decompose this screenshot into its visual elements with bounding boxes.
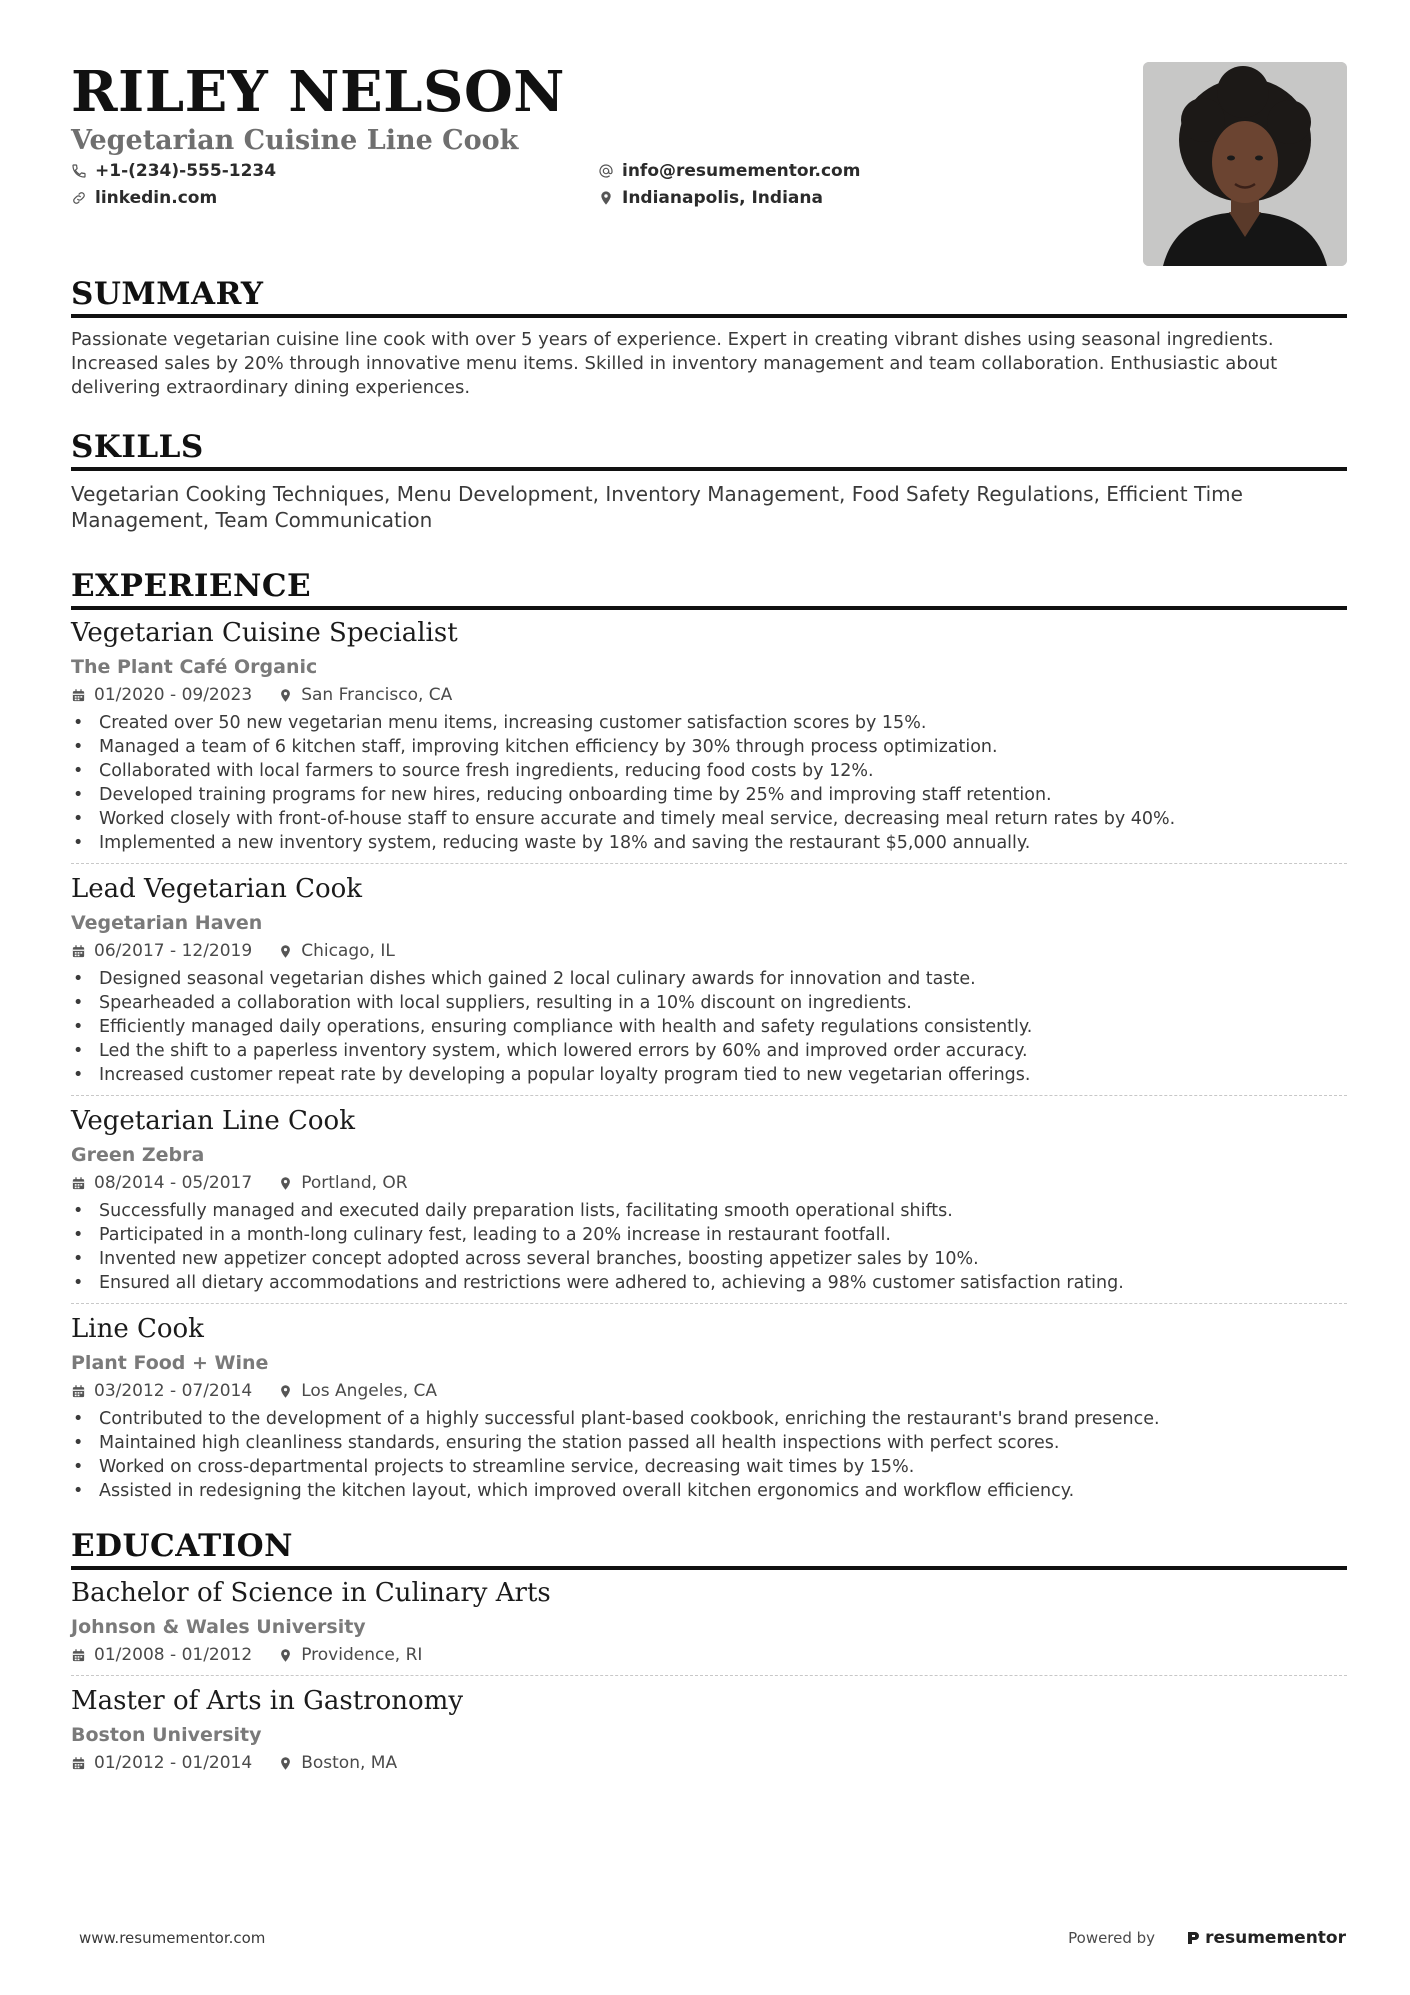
section-divider [71,314,1347,318]
job-meta [71,1643,1347,1667]
bullet-item: • Maintained high cleanliness standards, ensuring the station passed all health inspections with perfect scores. [71,1431,1347,1455]
bullet-item: • Worked closely with front-of-house staff to ensure accurate and timely meal service, decreasing meal return rates by 40%. [71,807,1347,831]
at-icon [598,163,614,179]
experience-entry [71,872,1347,1096]
phone-text: +1-(234)-555-1234 [95,160,277,181]
experience-heading: EXPERIENCE [71,568,312,604]
job-title: Line Cook [71,1314,204,1344]
bullet-item: • Efficiently managed daily operations, ensuring compliance with health and safety regulations consistently. [71,1015,1347,1039]
experience-list [71,616,1347,1511]
education-entry [71,1576,1347,1676]
job-meta [71,1379,1347,1403]
bullet-item: • Collaborated with local farmers to source fresh ingredients, reducing food costs by 12%. [71,759,1347,783]
company-name: Green Zebra [71,1144,205,1166]
bullet-item: • Implemented a new inventory system, reducing waste by 18% and saving the restaurant $5,000 annually. [71,831,1347,855]
section-divider [71,606,1347,610]
job-bullets [71,1407,1347,1503]
company-name: Plant Food + Wine [71,1352,269,1374]
bullet-item: • Spearheaded a collaboration with local suppliers, resulting in a 10% discount on ingredients. [71,991,1347,1015]
brand-mark-icon [1185,1930,1201,1946]
job-dates: 03/2012 - 07/2014 [94,1381,253,1401]
job-location [278,1643,422,1667]
bullet-item: • Created over 50 new vegetarian menu items, increasing customer satisfaction scores by 15%. [71,711,1347,735]
experience-entry [71,1312,1347,1511]
summary-text: Passionate vegetarian cuisine line cook with over 5 years of experience. Expert in creating vibrant dishes using seasonal ingredients. Increased sales by 20% through innovative menu items. Skilled in inventory management and team collaboration. Enthusiastic about delivering extraordinary dining experiences. [71,329,1278,398]
experience-section [71,567,1347,1511]
map-pin-icon [278,1648,293,1663]
job-bullets [71,711,1347,855]
contact-list [71,160,1091,208]
job-location [278,939,395,963]
job-meta [71,1751,1347,1775]
resumementor-logo [1185,1928,1346,1948]
company-name: The Plant Café Organic [71,656,318,678]
job-location-text: San Francisco, CA [301,685,453,705]
job-location [278,1171,407,1195]
job-meta [71,1171,1347,1195]
calendar-icon [71,1176,86,1191]
skills-section [71,428,1347,533]
job-title: Lead Vegetarian Cook [71,874,363,904]
job-location-text: Portland, OR [301,1173,408,1193]
map-pin-icon [278,1756,293,1771]
location-text: Indianapolis, Indiana [622,187,823,208]
education-section [71,1527,1347,1783]
summary-heading: SUMMARY [71,276,264,312]
portrait-illustration [1143,62,1347,266]
bullet-item: • Contributed to the development of a highly successful plant-based cookbook, enriching the restaurant's brand presence. [71,1407,1347,1431]
map-pin-icon [278,1384,293,1399]
job-meta [71,939,1347,963]
bullet-item: • Ensured all dietary accommodations and restrictions were adhered to, achieving a 98% customer satisfaction rating. [71,1271,1347,1295]
job-title: Vegetarian Line Cook [71,1106,355,1136]
profile-photo [1143,62,1347,266]
job-bullets [71,1199,1347,1295]
job-dates: 01/2008 - 01/2012 [94,1645,253,1665]
candidate-name: RILEY NELSON [71,59,565,125]
footer-website[interactable]: www.resumementor.com [79,1929,266,1947]
calendar-icon [71,1648,86,1663]
map-pin-icon [598,190,614,206]
linkedin-text: linkedin.com [95,187,218,208]
contact-email[interactable] [598,160,998,181]
section-divider [71,1566,1347,1570]
skills-heading: SKILLS [71,429,204,465]
job-dates: 06/2017 - 12/2019 [94,941,253,961]
contact-location [598,187,998,208]
candidate-role: Vegetarian Cuisine Line Cook [71,125,519,156]
bullet-item: • Led the shift to a paperless inventory system, which lowered errors by 60% and improved order accuracy. [71,1039,1347,1063]
job-meta [71,683,1347,707]
bullet-item: • Worked on cross-departmental projects to streamline service, decreasing wait times by 15%. [71,1455,1347,1479]
calendar-icon [71,944,86,959]
job-location-text: Boston, MA [301,1753,398,1773]
job-location [278,1751,397,1775]
company-name: Boston University [71,1724,262,1746]
experience-entry [71,1104,1347,1304]
education-heading: EDUCATION [71,1528,293,1564]
resume-header [71,60,1347,275]
email-text: info@resumementor.com [622,160,861,181]
contact-linkedin[interactable] [71,187,598,208]
bullet-item: • Successfully managed and executed daily preparation lists, facilitating smooth operational shifts. [71,1199,1347,1223]
map-pin-icon [278,944,293,959]
calendar-icon [71,1384,86,1399]
map-pin-icon [278,688,293,703]
map-pin-icon [278,1176,293,1191]
footer-brand [1068,1928,1346,1948]
education-list [71,1576,1347,1783]
bullet-item: • Participated in a month-long culinary fest, leading to a 20% increase in restaurant footfall. [71,1223,1347,1247]
job-location-text: Los Angeles, CA [301,1381,438,1401]
link-icon [71,190,87,206]
job-location-text: Providence, RI [301,1645,423,1665]
brand-name: resumementor [1205,1928,1346,1948]
section-divider [71,467,1347,471]
job-title: Master of Arts in Gastronomy [71,1686,464,1716]
job-title: Bachelor of Science in Culinary Arts [71,1578,551,1608]
bullet-item: • Assisted in redesigning the kitchen layout, which improved overall kitchen ergonomics and workflow efficiency. [71,1479,1347,1503]
job-dates: 01/2020 - 09/2023 [94,685,253,705]
calendar-icon [71,688,86,703]
job-location [278,683,452,707]
skills-text: Vegetarian Cooking Techniques, Menu Development, Inventory Management, Food Safety Regulations, Efficient Time Management, Team Communication [71,482,1243,532]
bullet-item: • Increased customer repeat rate by developing a popular loyalty program tied to new vegetarian offerings. [71,1063,1347,1087]
job-bullets [71,967,1347,1087]
job-title: Vegetarian Cuisine Specialist [71,618,458,648]
powered-by-label: Powered by [1068,1929,1156,1947]
bullet-item: • Invented new appetizer concept adopted across several branches, boosting appetizer sales by 10%. [71,1247,1347,1271]
page-footer [79,1926,1346,1950]
experience-entry [71,616,1347,864]
job-dates: 08/2014 - 05/2017 [94,1173,253,1193]
bullet-item: • Managed a team of 6 kitchen staff, improving kitchen efficiency by 30% through process optimization. [71,735,1347,759]
education-entry [71,1684,1347,1783]
summary-section [71,275,1347,400]
resume-page [71,60,1347,1783]
job-dates: 01/2012 - 01/2014 [94,1753,253,1773]
job-location [278,1379,437,1403]
company-name: Johnson & Wales University [71,1616,366,1638]
bullet-item: • Developed training programs for new hires, reducing onboarding time by 25% and improving staff retention. [71,783,1347,807]
phone-icon [71,163,87,179]
contact-phone [71,160,598,181]
calendar-icon [71,1756,86,1771]
bullet-item: • Designed seasonal vegetarian dishes which gained 2 local culinary awards for innovation and taste. [71,967,1347,991]
job-location-text: Chicago, IL [301,941,395,961]
company-name: Vegetarian Haven [71,912,263,934]
